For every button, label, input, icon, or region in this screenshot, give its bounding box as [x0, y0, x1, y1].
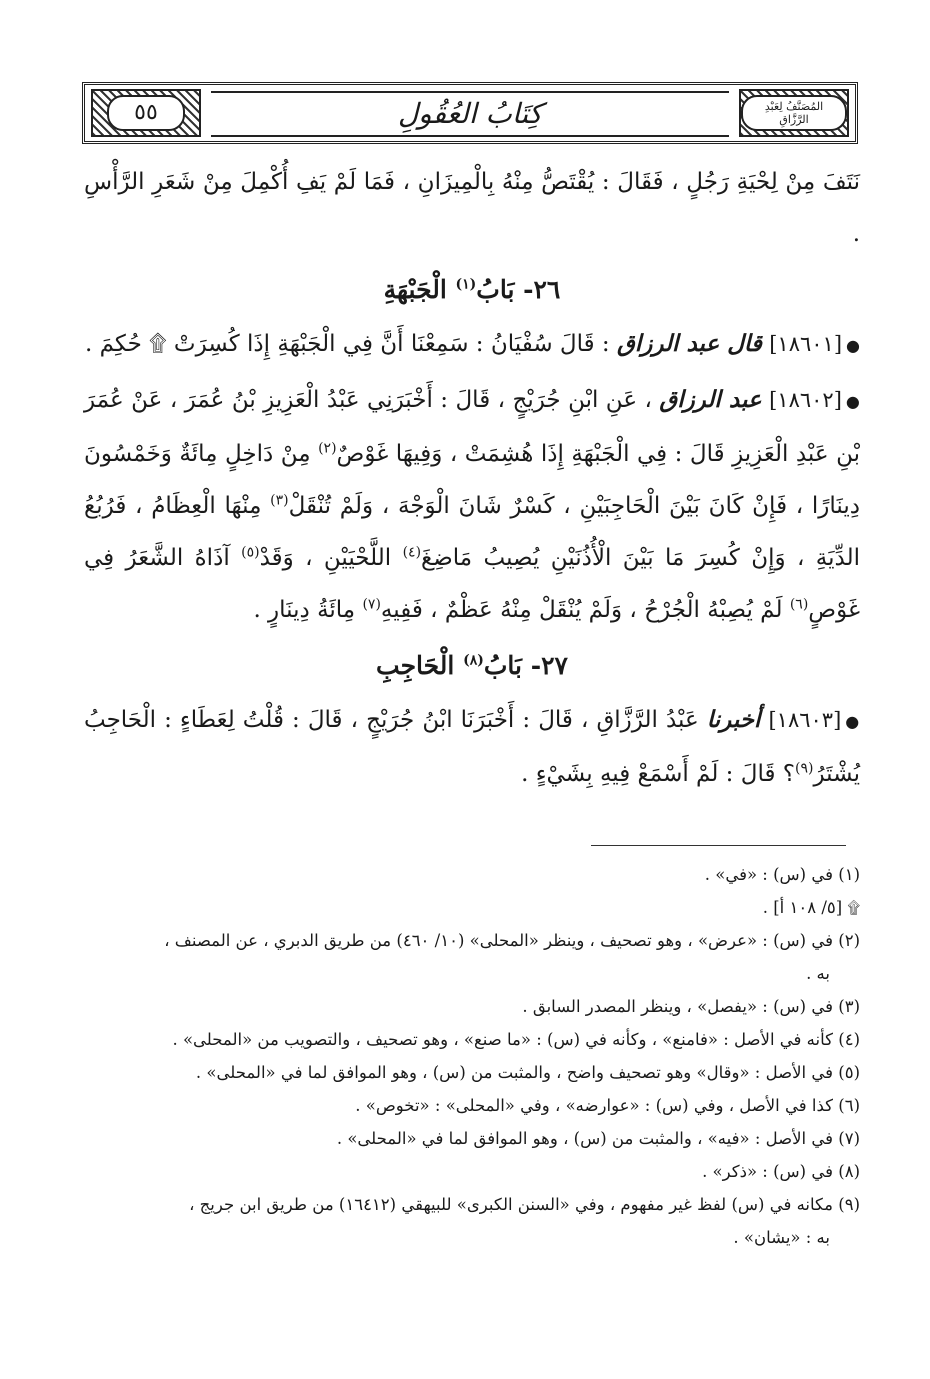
footnote-text: (٧) في الأصل : «فيه» ، والمثبت من (س) ، وهو الموافق لما في «المحلى» . [336, 1129, 860, 1148]
footnote-marker: (٣) [270, 492, 289, 509]
footnote [84, 924, 860, 990]
footnote-marker: (١) [455, 276, 477, 293]
narrator: قال عبد الرزاق [617, 330, 762, 357]
emblem-text: المُصَنَّفُ لِعَبْدِ الرَّزَّاقِ [741, 95, 847, 131]
heading-label: ٢٧- بَابُ [483, 651, 568, 680]
narrator: عبد الرزاق [659, 386, 762, 413]
footnote-marker: (٤) [402, 544, 422, 561]
footnote [84, 1155, 860, 1188]
footnote-text: ۩ [٥/ ١٠٨ أ] . [762, 898, 860, 917]
footnote [84, 1089, 860, 1122]
hadith-18602 [84, 374, 860, 636]
footnote [84, 1188, 860, 1254]
footnote-marker: (٨) [463, 652, 484, 669]
footnote [84, 858, 860, 891]
hadith-text: ؟ قَالَ : لَمْ أَسْمَعْ فِيهِ بِشَيْءٍ . [521, 761, 795, 787]
heading-label: ٢٦- بَابُ [476, 275, 561, 304]
footnote-marker: (٥) [241, 544, 260, 561]
hadith-18601 [84, 318, 860, 372]
hadith-text: ، عَنِ ابْنِ جُرَيْجٍ ، قَالَ : أَخْبَرَنِي عَبْدُ الْعَزِيزِ بْنُ عُمَرَ ، عَنْ عُمَرَ بْنِ عَبْدِ الْعَزِيزِ قَالَ : فِي الْجَبْهَةِ إِذَا هُشِمَتْ ، وَفِيهَا غَوْصٌ [84, 387, 860, 467]
footnote-marker: (٢) [318, 440, 337, 457]
bullet-icon: ● [845, 712, 860, 731]
footnote-marker: (٧) [362, 596, 381, 613]
chapter-heading-27 [84, 640, 860, 692]
hadith-text: : قَالَ سُفْيَانُ : سَمِعْنَا أَنَّ فِي الْجَبْهَةِ إِذَا كُسِرَتْ ۩ حُكِمَ . [84, 331, 610, 357]
footnote-text: به : «يشان» . [733, 1228, 830, 1247]
hadith-18603 [84, 694, 860, 800]
main-text [84, 156, 860, 800]
paragraph-text: نَتَفَ مِنْ لِحْيَةِ رَجُلٍ ، فَقَالَ : يُقْتَصُّ مِنْهُ بِالْمِيزَانِ ، فَمَا لَمْ يَفِ أُكْمِلَ مِنْ شَعَرِ الرَّأْسِ . [84, 169, 860, 247]
narrator: أخبرنا [706, 706, 761, 733]
bullet-icon: ● [846, 336, 860, 355]
footnote-text: (٣) في (س) : «يفصل» ، وينظر المصدر السابق . [522, 997, 860, 1016]
emblem-box [739, 89, 849, 137]
hadith-text: مِنْهَا الْعِظَامُ ، فَرُبُعُ الدِّيَةِ ، وَإِنْ كُسِرَ مَا بَيْنَ الْأُذُنَيْنِ يُصِيبُ مَاضِغَ [84, 493, 861, 571]
hadith-text: مِائَةُ دِينَارٍ . [253, 597, 356, 623]
footnote-marker: (٦) [789, 596, 809, 613]
footnote-marker: (٩) [794, 760, 814, 777]
book-title: كِتَابُ العُقُولِ [397, 97, 543, 130]
footnote-text: (٤) كأنه في الأصل : «فامنع» ، وكأنه في (س) : «ما صنع» ، وهو تصحيف ، والتصويب من «المحلى» . [172, 1030, 860, 1049]
footnote-text: (٢) في (س) : «عرض» ، وهو تصحيف ، وينظر «المحلى» (١٠/ ٤٦٠) من طريق الدبري ، عن المصنف ، [164, 931, 860, 950]
hadith-text: عَبْدُ الرَّزَّاقِ ، قَالَ : أَخْبَرَنَا ابْنُ جُرَيْجٍ ، قَالَ : قُلْتُ لِعَطَاءٍ : الْحَاجِبُ يُشْتَرُ [84, 707, 860, 787]
header-title-band [211, 91, 729, 137]
hadith-text: آذَاهُ الشَّعَرُ فِي غَوْصٍ [84, 545, 860, 623]
footnote-text: (٨) في (س) : «ذكر» . [702, 1162, 860, 1181]
page-number-box [91, 89, 201, 137]
hadith-number: [١٨٦٠٢] [769, 388, 842, 412]
footnote-text: (٦) كذا في الأصل ، وفي (س) : «عوارضه» ، وفي «المحلى» : «تخوص» . [355, 1096, 860, 1115]
hadith-text: اللَّحْيَيْنِ ، وَقَدْ [259, 545, 392, 571]
footnote [84, 891, 860, 924]
page-header [82, 82, 858, 144]
hadith-text: لَمْ يُصِبْهُ الْجُرْحُ ، وَلَمْ يُنْقَلْ مِنْهُ عَظْمٌ ، فَفِيهِ [380, 597, 783, 623]
footnote-text: (٥) في الأصل : «وقال» وهو تصحيف واضح ، والمثبت من (س) ، وهو الموافق لما في «المحلى» . [195, 1063, 860, 1082]
footnote-text: (٩) مكانه في (س) لفظ غير مفهوم ، وفي «السنن الكبرى» للبيهقي (١٦٤١٢) من طريق ابن جريج ، [189, 1195, 860, 1214]
footnote [84, 1122, 860, 1155]
footnote [84, 1056, 860, 1089]
footnote [84, 990, 860, 1023]
chapter-heading-26 [84, 264, 860, 316]
paragraph-continuation [84, 156, 860, 260]
footnote [84, 1023, 860, 1056]
page-number: ٥٥ [107, 95, 185, 131]
bullet-icon: ● [845, 392, 860, 411]
footnotes [84, 858, 860, 1254]
hadith-number: [١٨٦٠١] [769, 332, 843, 356]
footnote-text: (١) في (س) : «في» . [704, 865, 860, 884]
footnote-text: به . [806, 964, 830, 983]
heading-word: الْجَبْهَةِ [383, 275, 447, 304]
hadith-number: [١٨٦٠٣] [768, 708, 842, 732]
hadith-text: مِنْ دَاخِلٍ مِائَةٌ وَخَمْسُونَ دِينَارًا ، فَإِنْ كَانَ بَيْنَ الْحَاجِبَيْنِ ، كَسْرٌ شَانَ الْوَجْهَ ، وَلَمْ تُنْقَلْ [84, 441, 861, 519]
footnote-divider [591, 845, 846, 846]
heading-word: الْحَاجِبِ [376, 651, 455, 680]
